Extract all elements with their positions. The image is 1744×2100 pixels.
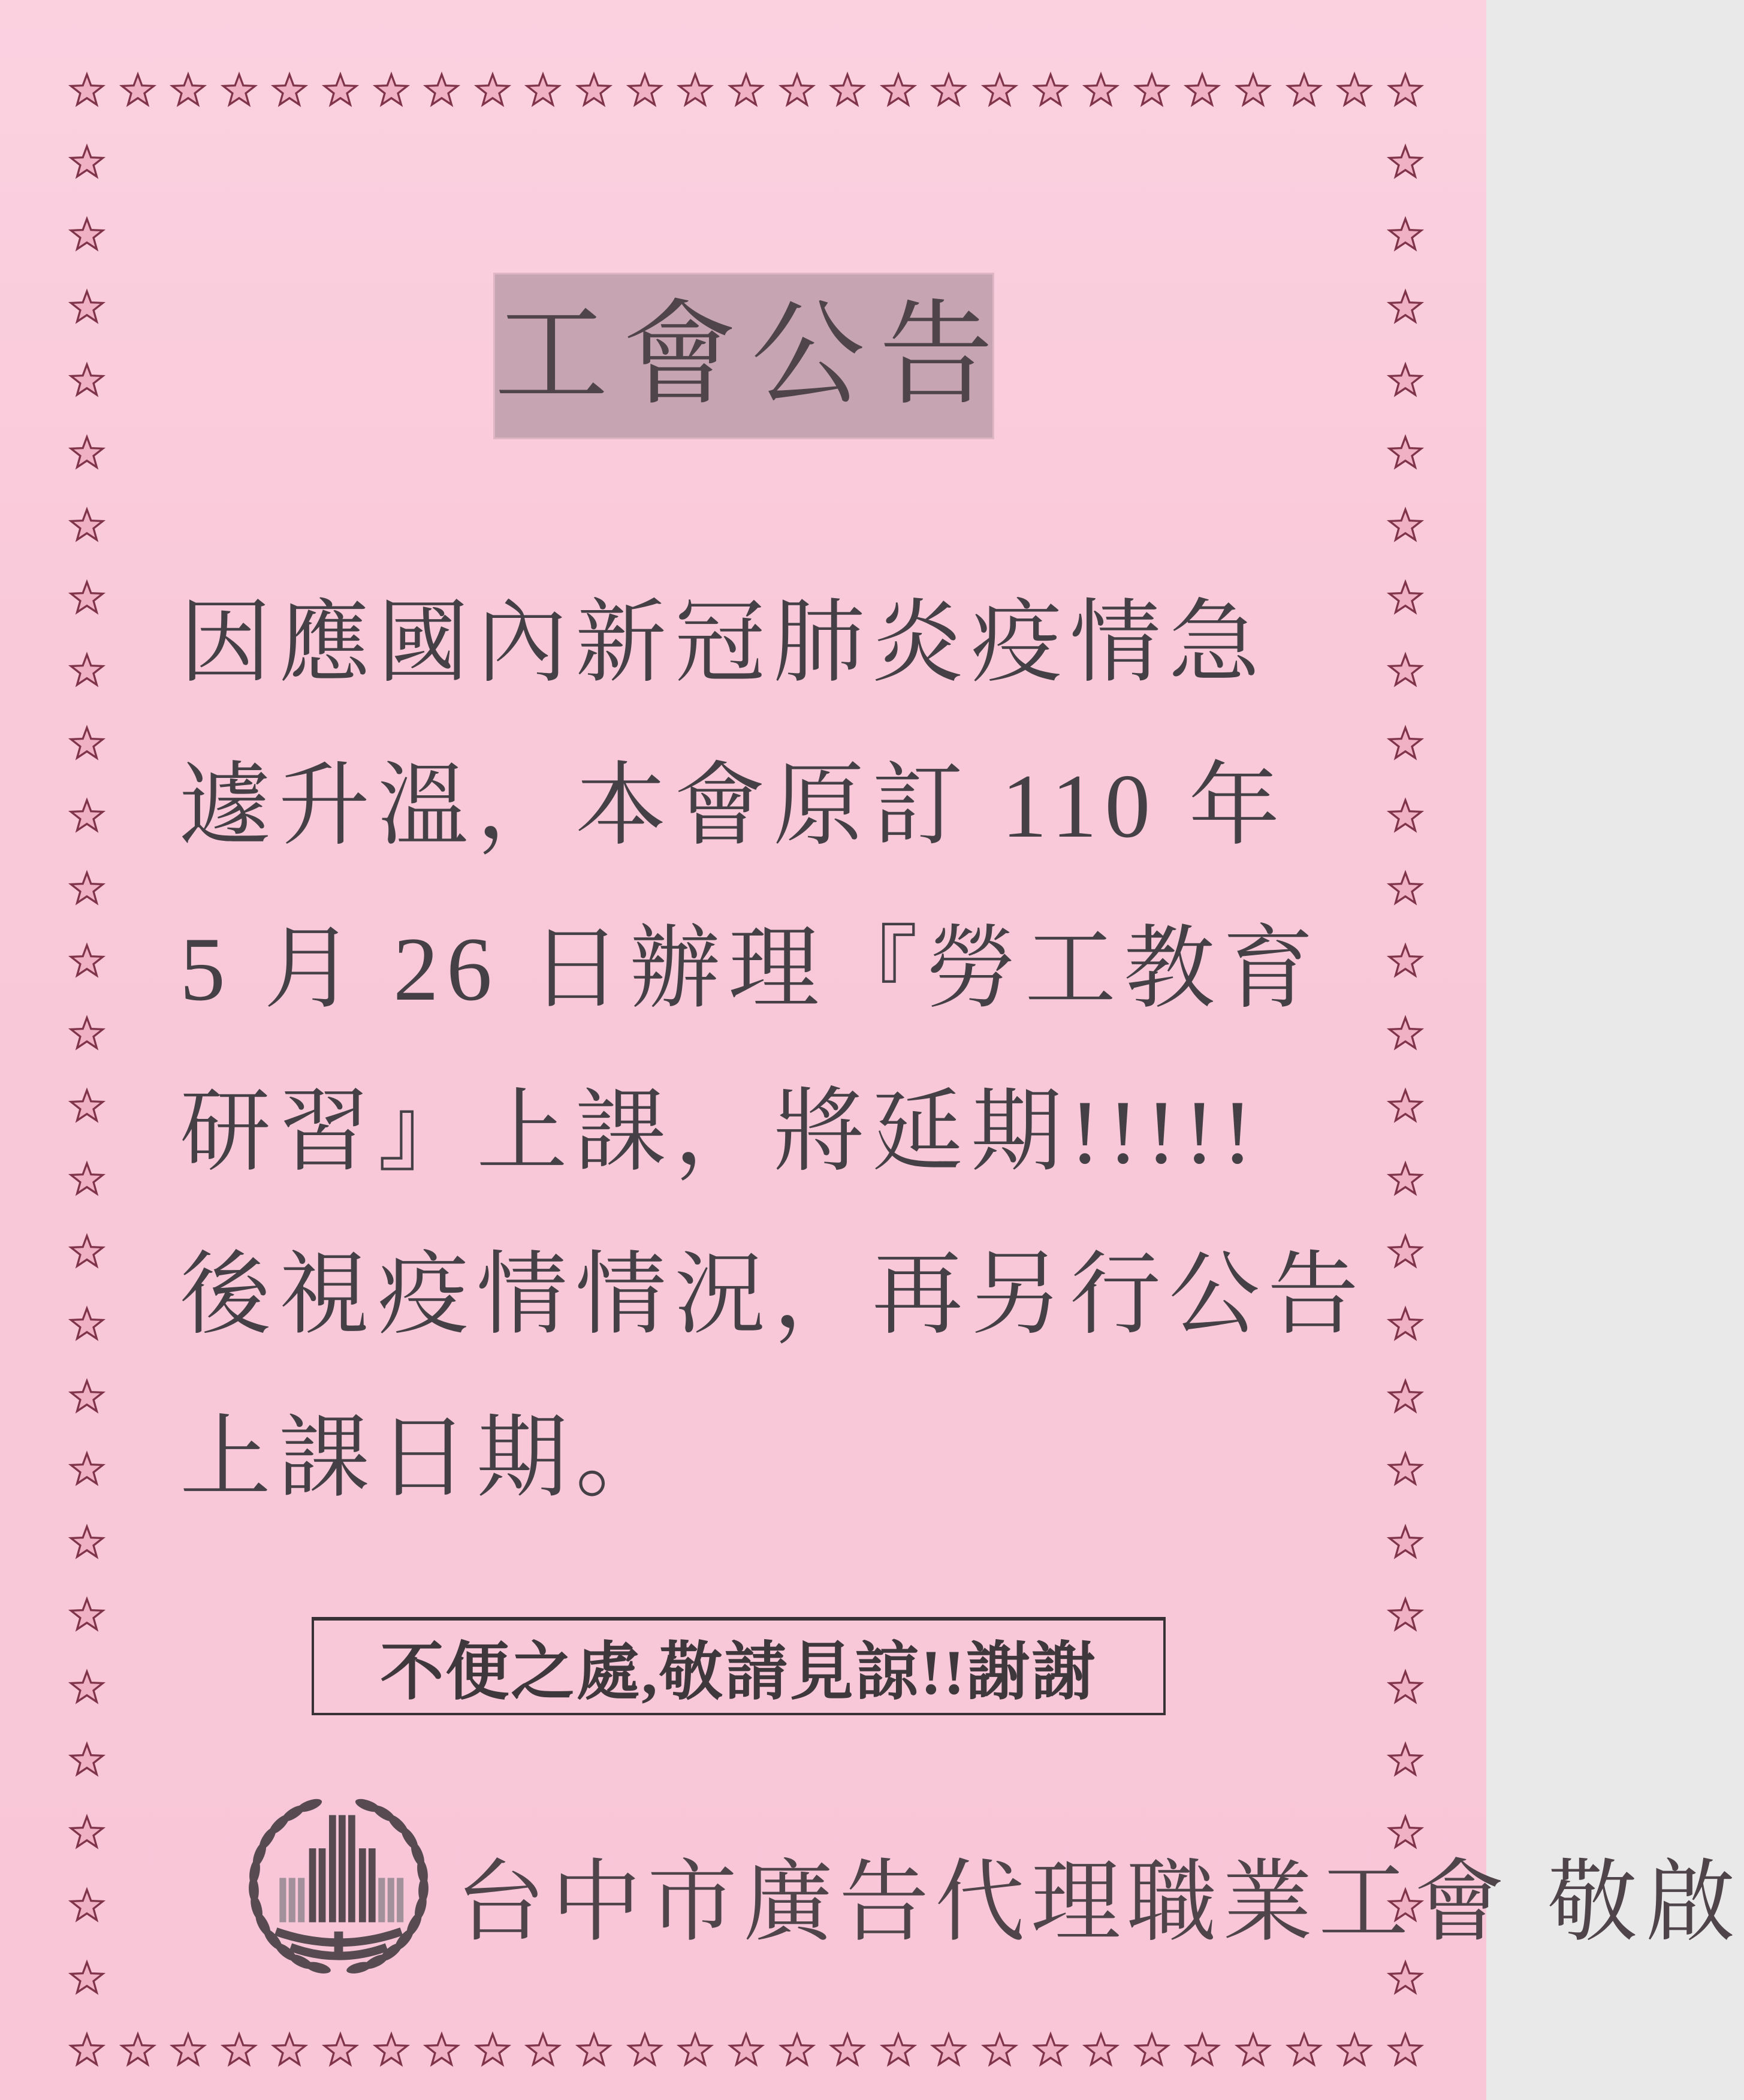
star-icon — [1387, 216, 1424, 253]
star-icon — [68, 1596, 105, 1633]
star-icon — [68, 506, 105, 544]
star-icon — [1387, 434, 1424, 471]
star-icon — [626, 71, 663, 108]
note-box — [312, 1617, 1166, 1715]
star-icon — [1387, 361, 1424, 399]
star-icon — [1387, 942, 1424, 979]
star-icon — [1286, 71, 1323, 108]
star-icon — [221, 2031, 258, 2068]
star-icon — [68, 1378, 105, 1415]
star-icon — [68, 942, 105, 979]
star-icon — [68, 1015, 105, 1052]
star-icon — [68, 579, 105, 616]
star-icon — [728, 2031, 765, 2068]
star-icon — [68, 143, 105, 180]
star-icon — [68, 1668, 105, 1706]
star-icon — [880, 2031, 917, 2068]
star-icon — [930, 71, 967, 108]
star-icon — [1387, 71, 1424, 108]
star-icon — [68, 797, 105, 834]
star-icon — [1387, 1741, 1424, 1778]
star-icon — [1387, 1668, 1424, 1706]
star-icon — [981, 71, 1018, 108]
star-border-right — [1387, 143, 1424, 1996]
star-icon — [170, 2031, 207, 2068]
title-banner — [494, 274, 1008, 437]
star-icon — [68, 216, 105, 253]
star-icon — [1235, 71, 1272, 108]
star-border-left — [68, 143, 105, 1996]
star-icon — [68, 1305, 105, 1342]
star-icon — [68, 1233, 105, 1270]
star-icon — [1387, 1160, 1424, 1197]
star-icon — [1336, 71, 1373, 108]
star-icon — [373, 2031, 410, 2068]
star-icon — [677, 2031, 714, 2068]
star-icon — [1387, 1959, 1424, 1996]
star-icon — [1387, 1015, 1424, 1052]
star-icon — [1133, 2031, 1170, 2068]
star-icon — [68, 1087, 105, 1124]
star-icon — [575, 2031, 612, 2068]
organization-name: 台中市廣告代理職業工會 — [455, 1853, 1511, 1953]
star-icon — [271, 2031, 308, 2068]
poster-title: 工會公告 — [494, 293, 1008, 419]
body-line-6: 上課日期。 — [180, 1408, 674, 1508]
star-icon — [1387, 725, 1424, 762]
star-icon — [829, 2031, 866, 2068]
star-icon — [474, 71, 511, 108]
star-icon — [880, 71, 917, 108]
star-icon — [68, 651, 105, 689]
body-line-1: 因應國內新冠肺炎疫情急 — [180, 593, 1268, 693]
star-icon — [119, 2031, 156, 2068]
star-icon — [68, 288, 105, 325]
star-icon — [981, 2031, 1018, 2068]
star-icon — [1387, 579, 1424, 616]
star-icon — [1235, 2031, 1272, 2068]
star-icon — [68, 870, 105, 907]
star-icon — [474, 2031, 511, 2068]
star-icon — [271, 71, 308, 108]
star-icon — [1184, 71, 1221, 108]
star-icon — [68, 1160, 105, 1197]
star-icon — [1387, 506, 1424, 544]
star-icon — [373, 71, 410, 108]
star-icon — [1082, 2031, 1120, 2068]
star-icon — [1336, 2031, 1373, 2068]
star-icon — [68, 1814, 105, 1851]
star-icon — [68, 361, 105, 399]
star-icon — [322, 2031, 359, 2068]
star-icon — [1133, 71, 1170, 108]
star-icon — [779, 71, 816, 108]
star-icon — [1286, 2031, 1323, 2068]
star-icon — [68, 2031, 105, 2068]
closing-word: 敬啟 — [1547, 1853, 1744, 1953]
star-icon — [1387, 1523, 1424, 1561]
star-icon — [1082, 71, 1120, 108]
star-icon — [1387, 1378, 1424, 1415]
star-icon — [524, 2031, 562, 2068]
star-icon — [524, 71, 562, 108]
star-icon — [68, 1523, 105, 1561]
star-icon — [1387, 1450, 1424, 1487]
star-icon — [1387, 2031, 1424, 2068]
star-icon — [779, 2031, 816, 2068]
star-icon — [677, 71, 714, 108]
star-icon — [626, 2031, 663, 2068]
star-icon — [322, 71, 359, 108]
footer-signature — [455, 1834, 1744, 1954]
star-border-top — [68, 71, 1424, 108]
star-icon — [68, 1887, 105, 1924]
star-icon — [68, 725, 105, 762]
star-icon — [68, 1450, 105, 1487]
star-icon — [170, 71, 207, 108]
star-icon — [68, 1959, 105, 1996]
star-icon — [575, 71, 612, 108]
star-icon — [1387, 1596, 1424, 1633]
star-icon — [728, 71, 765, 108]
star-icon — [1032, 71, 1069, 108]
note-text: 不便之處,敬請見諒!!謝謝 — [380, 1637, 1097, 1707]
body-line-5: 後視疫情情況，再另行公告 — [180, 1245, 1366, 1345]
star-icon — [1032, 2031, 1069, 2068]
star-icon — [423, 2031, 460, 2068]
star-icon — [68, 71, 105, 108]
star-border-bottom — [68, 2031, 1424, 2068]
star-icon — [119, 71, 156, 108]
star-icon — [1387, 288, 1424, 325]
announcement-body — [180, 562, 1366, 1540]
star-icon — [1387, 870, 1424, 907]
body-line-3: 5 月 26 日辦理『勞工教育 — [180, 919, 1321, 1019]
star-icon — [1387, 1087, 1424, 1124]
star-icon — [68, 1741, 105, 1778]
star-icon — [1387, 651, 1424, 689]
star-icon — [1387, 797, 1424, 834]
star-icon — [423, 71, 460, 108]
star-icon — [221, 71, 258, 108]
star-icon — [1387, 1233, 1424, 1270]
union-laurel-logo-icon — [228, 1774, 449, 2008]
star-icon — [1184, 2031, 1221, 2068]
star-icon — [68, 434, 105, 471]
star-icon — [1387, 1305, 1424, 1342]
star-icon — [1387, 143, 1424, 180]
body-line-2: 遽升溫，本會原訂 110 年 — [180, 756, 1288, 856]
body-line-4: 研習』上課，將延期!!!!! — [180, 1082, 1261, 1182]
star-icon — [930, 2031, 967, 2068]
star-icon — [829, 71, 866, 108]
